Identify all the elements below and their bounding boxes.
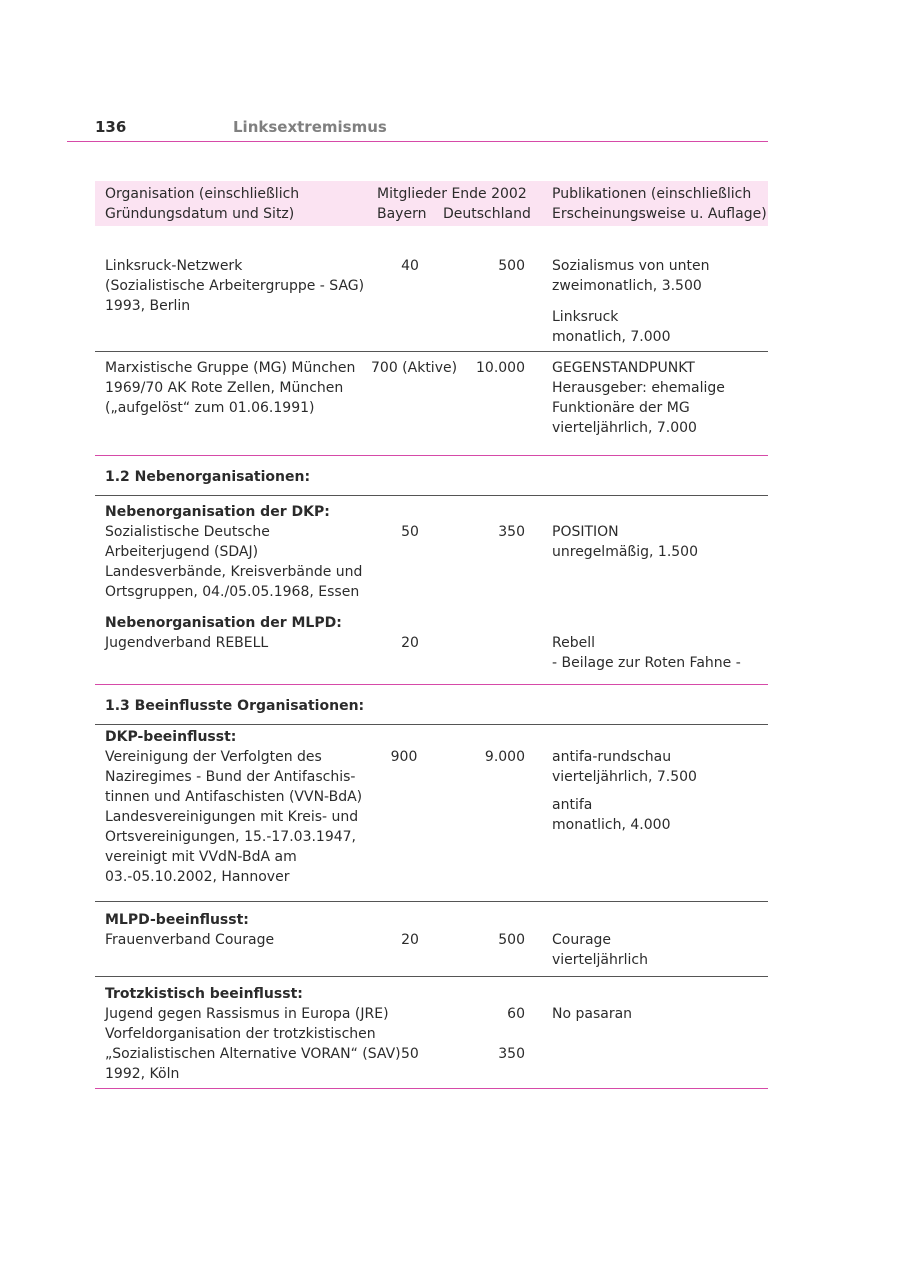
- org-line: 1969/70 AK Rote Zellen, München: [105, 380, 344, 396]
- publication-line: vierteljährlich, 7.500: [552, 769, 697, 785]
- deutschland-value: 350: [498, 524, 525, 540]
- organisations-table: [95, 181, 768, 1093]
- org-line: Vorfeldorganisation der trotzkistischen: [105, 1026, 376, 1042]
- publication-line: Rebell: [552, 635, 595, 651]
- org-cell: [105, 358, 367, 418]
- publication-cell: [552, 256, 768, 347]
- table-row: [95, 226, 768, 352]
- header-publications: [552, 184, 768, 224]
- publication-line: zweimonatlich, 3.500: [552, 278, 702, 294]
- publication-line: GEGENSTANDPUNKT: [552, 360, 695, 376]
- bayern-value: 40: [401, 258, 419, 274]
- header-rule: [67, 141, 768, 142]
- publication-line: - Beilage zur Roten Fahne -: [552, 655, 741, 671]
- org-line: tinnen und Antifaschisten (VVN-BdA): [105, 789, 363, 805]
- bayern-value: 20: [401, 635, 419, 651]
- header-organisation: [105, 184, 367, 224]
- header-org-line: Gründungsdatum und Sitz): [105, 206, 295, 222]
- table-row: [95, 610, 768, 690]
- publication-line: antifa: [552, 797, 593, 813]
- table-row: [95, 496, 768, 610]
- publication-line: Courage: [552, 932, 612, 948]
- org-line: Landesverbände, Kreisverbände und: [105, 564, 363, 580]
- header-pub-line: Erscheinungsweise u. Auflage): [552, 206, 767, 222]
- section-heading-row: [95, 690, 768, 730]
- bayern-value: 900: [390, 749, 418, 765]
- org-cell: [105, 613, 367, 653]
- publication-line: monatlich, 4.000: [552, 817, 671, 833]
- org-line: Sozialistische Deutsche: [105, 524, 270, 540]
- org-cell: [105, 910, 367, 950]
- deutschland-value: 500: [498, 258, 525, 274]
- org-line: 1992, Köln: [105, 1066, 180, 1082]
- bayern-value: 50: [401, 1046, 419, 1062]
- org-line: Arbeiterjugend (SDAJ): [105, 544, 259, 560]
- org-line: Linksruck-Netzwerk: [105, 258, 243, 274]
- bayern-value: 50: [401, 524, 419, 540]
- header-pub-line: Publikationen (einschließlich: [552, 186, 752, 202]
- publication-cell: No pasaran: [552, 1006, 633, 1022]
- org-line: „Sozialistischen Alternative VORAN“ (SAV): [105, 1046, 401, 1062]
- table-bottom-rule: [95, 1088, 768, 1089]
- org-line: (Sozialistische Arbeitergruppe - SAG): [105, 278, 365, 294]
- org-line: vereinigt mit VVdN-BdA am: [105, 849, 297, 865]
- header-org-line: Organisation (einschließlich: [105, 186, 300, 202]
- org-cell: [105, 502, 367, 602]
- publication-line: Sozialismus von unten: [552, 258, 710, 274]
- section-divider: [95, 684, 768, 685]
- org-group-heading: Nebenorganisation der DKP:: [105, 504, 330, 520]
- publication-cell: [552, 358, 768, 438]
- running-title: Linksextremismus: [233, 118, 387, 136]
- header-members: Mitglieder Ende 2002: [377, 186, 527, 202]
- org-line: Ortsvereinigungen, 15.-17.03.1947,: [105, 829, 357, 845]
- publication-line: vierteljährlich, 7.000: [552, 420, 697, 436]
- publication-cell: [552, 633, 768, 673]
- publication-line: POSITION: [552, 524, 619, 540]
- publication-cell: [552, 930, 768, 970]
- org-group-heading: MLPD-beeinflusst:: [105, 912, 249, 928]
- header-deutschland: Deutschland: [443, 206, 531, 222]
- deutschland-value: 60: [507, 1006, 525, 1022]
- org-line: Jugend gegen Rassismus in Europa (JRE): [105, 1006, 389, 1022]
- deutschland-value: 9.000: [484, 749, 525, 765]
- page-number: 136: [95, 118, 127, 136]
- org-line: Landesvereinigungen mit Kreis- und: [105, 809, 359, 825]
- row-divider: [95, 976, 768, 977]
- table-row: [95, 907, 768, 981]
- section-heading: 1.3 Beeinflusste Organisationen:: [105, 698, 365, 714]
- org-line: Jugendverband REBELL: [105, 635, 269, 651]
- org-line: Marxistische Gruppe (MG) München: [105, 360, 356, 376]
- table-row: [95, 352, 768, 456]
- deutschland-value: 350: [498, 1046, 525, 1062]
- table-header: [95, 181, 768, 226]
- org-line: Vereinigung der Verfolgten des: [105, 749, 322, 765]
- deutschland-value: 10.000: [476, 360, 525, 376]
- page-header: [95, 117, 768, 137]
- publication-line: antifa-rundschau: [552, 749, 672, 765]
- table-row: [95, 730, 768, 907]
- org-line: („aufgelöst“ zum 01.06.1991): [105, 400, 315, 416]
- org-line: Naziregimes - Bund der Antifaschis-: [105, 769, 356, 785]
- header-bayern: Bayern: [377, 206, 427, 222]
- row-divider: [95, 901, 768, 902]
- publication-line: vierteljährlich: [552, 952, 648, 968]
- publication-line: unregelmäßig, 1.500: [552, 544, 698, 560]
- bayern-value: 700 (Aktive): [371, 360, 458, 376]
- org-cell: [105, 984, 405, 1084]
- publication-cell: [552, 747, 768, 835]
- publication-line: Funktionäre der MG: [552, 400, 690, 416]
- bayern-value: 20: [401, 932, 419, 948]
- org-line: 1993, Berlin: [105, 298, 191, 314]
- section-heading: 1.2 Nebenorganisationen:: [105, 469, 311, 485]
- org-group-heading: Nebenorganisation der MLPD:: [105, 615, 342, 631]
- publication-line: Herausgeber: ehemalige: [552, 380, 725, 396]
- deutschland-value: 500: [498, 932, 525, 948]
- org-cell: [105, 256, 367, 316]
- publication-line: Linksruck: [552, 309, 619, 325]
- publication-cell: [552, 522, 768, 562]
- org-group-heading: Trotzkistisch beeinflusst:: [105, 986, 303, 1002]
- org-line: 03.-05.10.2002, Hannover: [105, 869, 290, 885]
- org-line: Frauenverband Courage: [105, 932, 275, 948]
- publication-line: monatlich, 7.000: [552, 329, 671, 345]
- row-divider: [95, 724, 768, 725]
- section-heading-row: [95, 456, 768, 496]
- table-row: [95, 981, 768, 1093]
- org-line: Ortsgruppen, 04./05.05.1968, Essen: [105, 584, 360, 600]
- org-cell: [105, 727, 367, 887]
- org-group-heading: DKP-beeinflusst:: [105, 729, 237, 745]
